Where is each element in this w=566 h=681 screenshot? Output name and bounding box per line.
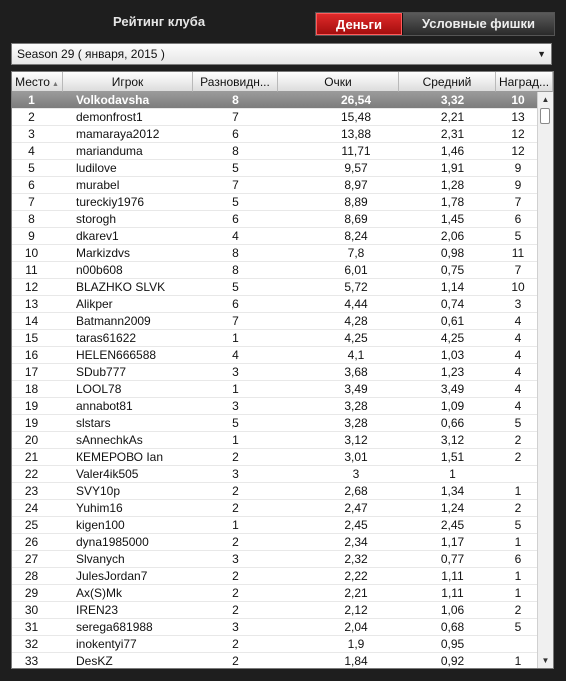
cell-points: 5,72 [344, 280, 368, 294]
cell-variants: 7 [232, 314, 239, 328]
cell-variants: 4 [232, 348, 239, 362]
cell-average: 0,95 [440, 637, 465, 651]
cell-awards: 5 [514, 229, 522, 243]
cell-player: n00b608 [76, 263, 123, 277]
cell-awards: 6 [514, 552, 522, 566]
cell-place: 19 [24, 399, 39, 413]
cell-awards: 2 [514, 603, 522, 617]
cell-average: 1,11 [441, 586, 464, 600]
cell-points: 3,12 [344, 433, 368, 447]
cell-player: DesKZ [76, 654, 113, 668]
cell-player: ludilove [76, 161, 117, 175]
cell-awards: 12 [511, 144, 525, 158]
table-row[interactable] [12, 228, 538, 245]
cell-place: 14 [24, 314, 39, 328]
cell-player: Yuhim16 [76, 501, 123, 515]
cell-player: BLAZHKO SLVK [76, 280, 166, 294]
cell-variants: 2 [232, 654, 239, 668]
cell-place: 28 [24, 569, 39, 583]
cell-variants: 1 [232, 433, 239, 447]
cell-points: 1,9 [347, 637, 365, 651]
table-row[interactable] [12, 313, 538, 330]
cell-average: 1,24 [440, 501, 465, 515]
cell-player: HELEN666588 [76, 348, 157, 362]
cell-place: 30 [24, 603, 39, 617]
table-row[interactable] [12, 551, 538, 568]
cell-points: 2,12 [344, 603, 368, 617]
cell-awards: 7 [514, 263, 522, 277]
cell-awards: 5 [514, 620, 522, 634]
cell-variants: 5 [232, 195, 239, 209]
cell-points: 2,21 [344, 586, 368, 600]
cell-place: 12 [24, 280, 39, 294]
cell-player: mamaraya2012 [76, 127, 160, 141]
cell-place: 19 [24, 416, 39, 430]
cell-points: 9,57 [344, 161, 368, 175]
cell-variants: 3 [232, 620, 239, 634]
cell-place: 29 [24, 586, 39, 600]
cell-variants: 2 [232, 450, 239, 464]
cell-awards: 4 [514, 382, 522, 396]
cell-average: 1,14 [440, 280, 465, 294]
cell-points: 6,01 [344, 263, 368, 277]
cell-points: 15,48 [340, 110, 372, 124]
cell-average: 2,31 [440, 127, 465, 141]
cell-place: 21 [24, 450, 39, 464]
cell-player: dyna1985000 [76, 535, 149, 549]
cell-points: 2,04 [344, 620, 368, 634]
cell-average: 0,74 [440, 297, 465, 311]
cell-average: 2,06 [440, 229, 465, 243]
cell-average: 1,34 [440, 484, 465, 498]
cell-average: 1,28 [440, 178, 465, 192]
table-row[interactable] [12, 602, 538, 619]
cell-variants: 2 [232, 535, 239, 549]
cell-variants: 3 [232, 467, 239, 481]
cell-place: 8 [28, 212, 35, 226]
cell-average: 0,61 [440, 314, 465, 328]
table-row[interactable] [12, 415, 538, 432]
column-header-awards[interactable]: Наград... [496, 72, 553, 92]
table-row[interactable] [12, 194, 538, 211]
cell-awards: 10 [511, 93, 525, 107]
table-row[interactable] [12, 619, 538, 636]
cell-awards: 5 [514, 518, 522, 532]
table-header [12, 72, 553, 92]
cell-player: marianduma [76, 144, 143, 158]
scrollbar-thumb[interactable] [540, 108, 550, 124]
cell-place: 15 [24, 331, 39, 345]
cell-average: 0,66 [440, 416, 465, 430]
cell-place: 32 [24, 637, 39, 651]
cell-awards: 4 [514, 348, 522, 362]
ranking-table [11, 71, 554, 669]
cell-player: tureckiy1976 [76, 195, 145, 209]
chevron-down-icon[interactable]: ▼ [537, 49, 546, 59]
cell-points: 8,97 [344, 178, 368, 192]
cell-awards: 1 [514, 586, 522, 600]
cell-place: 10 [24, 246, 39, 260]
cell-average: 1,09 [440, 399, 465, 413]
table-row[interactable] [12, 109, 538, 126]
cell-place: 16 [24, 348, 39, 362]
cell-place: 26 [24, 535, 39, 549]
cell-place: 4 [28, 144, 35, 158]
cell-variants: 8 [232, 144, 239, 158]
column-header-player[interactable]: Игрок [63, 72, 193, 92]
cell-player: sAnnechkAs [76, 433, 143, 447]
table-row[interactable] [12, 449, 538, 466]
column-header-average[interactable]: Средний [399, 72, 496, 92]
cell-place: 1 [28, 93, 35, 107]
table-row[interactable] [12, 653, 538, 669]
cell-player: КЕМЕРОВО Ian [76, 450, 164, 464]
cell-variants: 6 [232, 127, 239, 141]
cell-average: 1,45 [440, 212, 465, 226]
cell-place: 17 [24, 365, 39, 379]
column-header-place-label: Место [15, 75, 50, 89]
cell-points: 2,47 [344, 501, 368, 515]
cell-average: 1,78 [440, 195, 465, 209]
cell-average: 2,45 [440, 518, 465, 532]
table-row[interactable] [12, 483, 538, 500]
cell-average: 1,23 [440, 365, 465, 379]
cell-points: 13,88 [340, 127, 372, 141]
scroll-down-icon[interactable]: ▼ [541, 656, 550, 665]
cell-place: 20 [24, 433, 39, 447]
cell-awards: 13 [511, 110, 525, 124]
cell-variants: 3 [232, 399, 239, 413]
table-row[interactable] [12, 126, 538, 143]
cell-player: SVY10p [76, 484, 121, 498]
tab-money[interactable]: Деньги [316, 13, 402, 35]
cell-place: 6 [28, 178, 35, 192]
column-header-variants[interactable]: Разновидн... [193, 72, 278, 92]
cell-awards: 4 [514, 314, 522, 328]
cell-awards: 5 [514, 416, 522, 430]
cell-awards: 1 [514, 484, 522, 498]
cell-variants: 3 [232, 365, 239, 379]
table-row[interactable] [12, 585, 538, 602]
cell-points: 11,71 [341, 144, 371, 158]
cell-player: Ax(S)Mk [76, 586, 122, 600]
cell-points: 3 [352, 467, 360, 481]
cell-average: 3,32 [440, 93, 465, 107]
cell-points: 2,22 [344, 569, 368, 583]
table-row[interactable] [12, 330, 538, 347]
cell-player: SDub777 [76, 365, 127, 379]
cell-average: 3,49 [440, 382, 465, 396]
table-row[interactable] [12, 211, 538, 228]
cell-player: dkarev1 [76, 229, 119, 243]
cell-variants: 1 [232, 331, 239, 345]
cell-awards: 10 [511, 280, 525, 294]
table-row[interactable] [12, 398, 538, 415]
cell-awards: 2 [514, 433, 522, 447]
cell-variants: 6 [232, 297, 239, 311]
tab-play-chips[interactable]: Условные фишки [402, 13, 554, 35]
cell-place: 18 [24, 382, 39, 396]
currency-tabs [315, 12, 555, 36]
cell-variants: 8 [232, 246, 239, 260]
cell-player: kigen100 [76, 518, 125, 532]
cell-average: 1,46 [440, 144, 465, 158]
cell-player: Valer4ik505 [76, 467, 139, 481]
cell-place: 24 [24, 501, 39, 515]
cell-points: 8,89 [344, 195, 368, 209]
cell-player: annabot81 [76, 399, 133, 413]
cell-awards: 2 [514, 450, 522, 464]
top-bar [0, 0, 566, 42]
cell-average: 0,77 [440, 552, 465, 566]
cell-variants: 2 [232, 637, 239, 651]
cell-points: 2,68 [344, 484, 368, 498]
cell-place: 27 [24, 552, 39, 566]
cell-awards: 7 [514, 195, 522, 209]
cell-place: 5 [28, 161, 35, 175]
cell-player: taras61622 [76, 331, 137, 345]
table-row[interactable] [12, 517, 538, 534]
column-header-points[interactable]: Очки [278, 72, 399, 92]
cell-points: 4,25 [344, 331, 368, 345]
cell-player: Markizdvs [76, 246, 131, 260]
cell-average: 4,25 [440, 331, 465, 345]
table-row[interactable] [12, 568, 538, 585]
cell-average: 1,06 [440, 603, 465, 617]
cell-awards: 1 [514, 654, 522, 668]
table-row[interactable] [12, 347, 538, 364]
table-row[interactable] [12, 364, 538, 381]
cell-variants: 2 [232, 586, 239, 600]
cell-average: 3,12 [440, 433, 465, 447]
cell-average: 1,03 [440, 348, 465, 362]
cell-player: Slvanych [76, 552, 125, 566]
cell-player: demonfrost1 [76, 110, 143, 124]
cell-average: 0,68 [440, 620, 465, 634]
cell-variants: 5 [232, 280, 239, 294]
table-row[interactable] [12, 381, 538, 398]
cell-points: 4,1 [347, 348, 365, 362]
cell-awards: 1 [514, 535, 522, 549]
cell-points: 3,68 [344, 365, 368, 379]
cell-awards: 2 [514, 501, 522, 515]
table-row[interactable] [12, 245, 538, 262]
cell-place: 7 [28, 195, 35, 209]
cell-variants: 2 [232, 484, 239, 498]
cell-points: 3,28 [344, 399, 368, 413]
table-row[interactable] [12, 500, 538, 517]
cell-variants: 7 [232, 110, 239, 124]
cell-place: 3 [28, 127, 35, 141]
cell-variants: 2 [232, 569, 239, 583]
page-title: Рейтинг клуба [113, 14, 206, 29]
cell-average: 0,75 [440, 263, 465, 277]
cell-player: murabel [76, 178, 120, 192]
cell-variants: 4 [232, 229, 239, 243]
table-row[interactable] [12, 432, 538, 449]
table-row[interactable] [12, 160, 538, 177]
table-row[interactable] [12, 466, 538, 483]
cell-awards: 11 [511, 246, 525, 260]
cell-average: 1,11 [441, 569, 464, 583]
cell-awards: 12 [511, 127, 525, 141]
cell-average: 0,92 [440, 654, 465, 668]
table-row[interactable] [12, 296, 538, 313]
cell-awards: 9 [514, 178, 522, 192]
cell-player: Volkodavsha [76, 93, 150, 107]
cell-place: 25 [24, 518, 39, 532]
cell-player: storogh [76, 212, 117, 226]
cell-player: Alikper [76, 297, 113, 311]
cell-player: Batmann2009 [76, 314, 151, 328]
cell-variants: 1 [232, 382, 239, 396]
cell-variants: 8 [232, 93, 239, 107]
cell-points: 2,45 [344, 518, 368, 532]
sort-ascending-icon: ▲ [51, 81, 59, 88]
cell-points: 4,44 [344, 297, 368, 311]
column-header-place[interactable] [12, 72, 63, 92]
cell-variants: 7 [232, 178, 239, 192]
cell-awards [496, 636, 538, 652]
cell-player: serega681988 [76, 620, 153, 634]
cell-variants: 1 [232, 518, 239, 532]
season-select-value: Season 29 ( января, 2015 ) [17, 47, 165, 61]
cell-variants: 3 [232, 552, 239, 566]
cell-average: 0,98 [440, 246, 465, 260]
cell-variants: 5 [232, 161, 239, 175]
cell-points: 8,69 [344, 212, 368, 226]
scroll-up-icon[interactable]: ▲ [541, 95, 550, 104]
cell-points: 3,49 [344, 382, 368, 396]
cell-variants: 8 [232, 263, 239, 277]
cell-awards: 9 [514, 161, 522, 175]
cell-player: slstars [76, 416, 111, 430]
cell-awards: 4 [514, 399, 522, 413]
cell-average: 1 [449, 467, 456, 481]
cell-variants: 2 [232, 501, 239, 515]
cell-variants: 2 [232, 603, 239, 617]
cell-points: 4,28 [344, 314, 368, 328]
cell-points: 2,32 [344, 552, 368, 566]
table-row[interactable] [12, 143, 538, 160]
cell-average: 1,17 [440, 535, 465, 549]
cell-awards: 1 [514, 569, 522, 583]
cell-variants: 6 [232, 212, 239, 226]
table-row[interactable] [12, 262, 538, 279]
cell-player: LOOL78 [76, 382, 122, 396]
cell-place: 2 [28, 110, 35, 124]
cell-awards: 3 [514, 297, 522, 311]
cell-points: 8,24 [344, 229, 368, 243]
table-row[interactable] [12, 279, 538, 296]
cell-player: IREN23 [76, 603, 119, 617]
cell-points: 26,54 [340, 93, 372, 107]
cell-points: 1,84 [344, 654, 368, 668]
table-row[interactable] [12, 534, 538, 551]
cell-place: 11 [25, 263, 38, 277]
cell-player: inokentyi77 [76, 637, 137, 651]
cell-place: 31 [24, 620, 39, 634]
cell-awards: 4 [514, 331, 522, 345]
cell-points: 2,34 [344, 535, 368, 549]
cell-awards: 6 [514, 212, 522, 226]
cell-average: 1,51 [440, 450, 465, 464]
table-row[interactable] [12, 636, 538, 653]
cell-points: 3,28 [344, 416, 368, 430]
table-row[interactable] [12, 177, 538, 194]
season-select[interactable] [11, 43, 552, 65]
cell-place: 23 [24, 484, 39, 498]
table-body [12, 92, 538, 669]
cell-average: 1,91 [440, 161, 465, 175]
cell-place: 13 [24, 297, 39, 311]
cell-awards [496, 466, 538, 482]
cell-awards: 4 [514, 365, 522, 379]
cell-variants: 5 [232, 416, 239, 430]
vertical-scrollbar[interactable] [537, 92, 553, 668]
table-row[interactable] [12, 92, 538, 109]
cell-average: 2,21 [440, 110, 465, 124]
cell-player: JulesJordan7 [76, 569, 148, 583]
cell-points: 7,8 [347, 246, 365, 260]
cell-place: 9 [28, 229, 35, 243]
cell-place: 33 [24, 654, 39, 668]
cell-points: 3,01 [344, 450, 368, 464]
cell-place: 22 [24, 467, 39, 481]
